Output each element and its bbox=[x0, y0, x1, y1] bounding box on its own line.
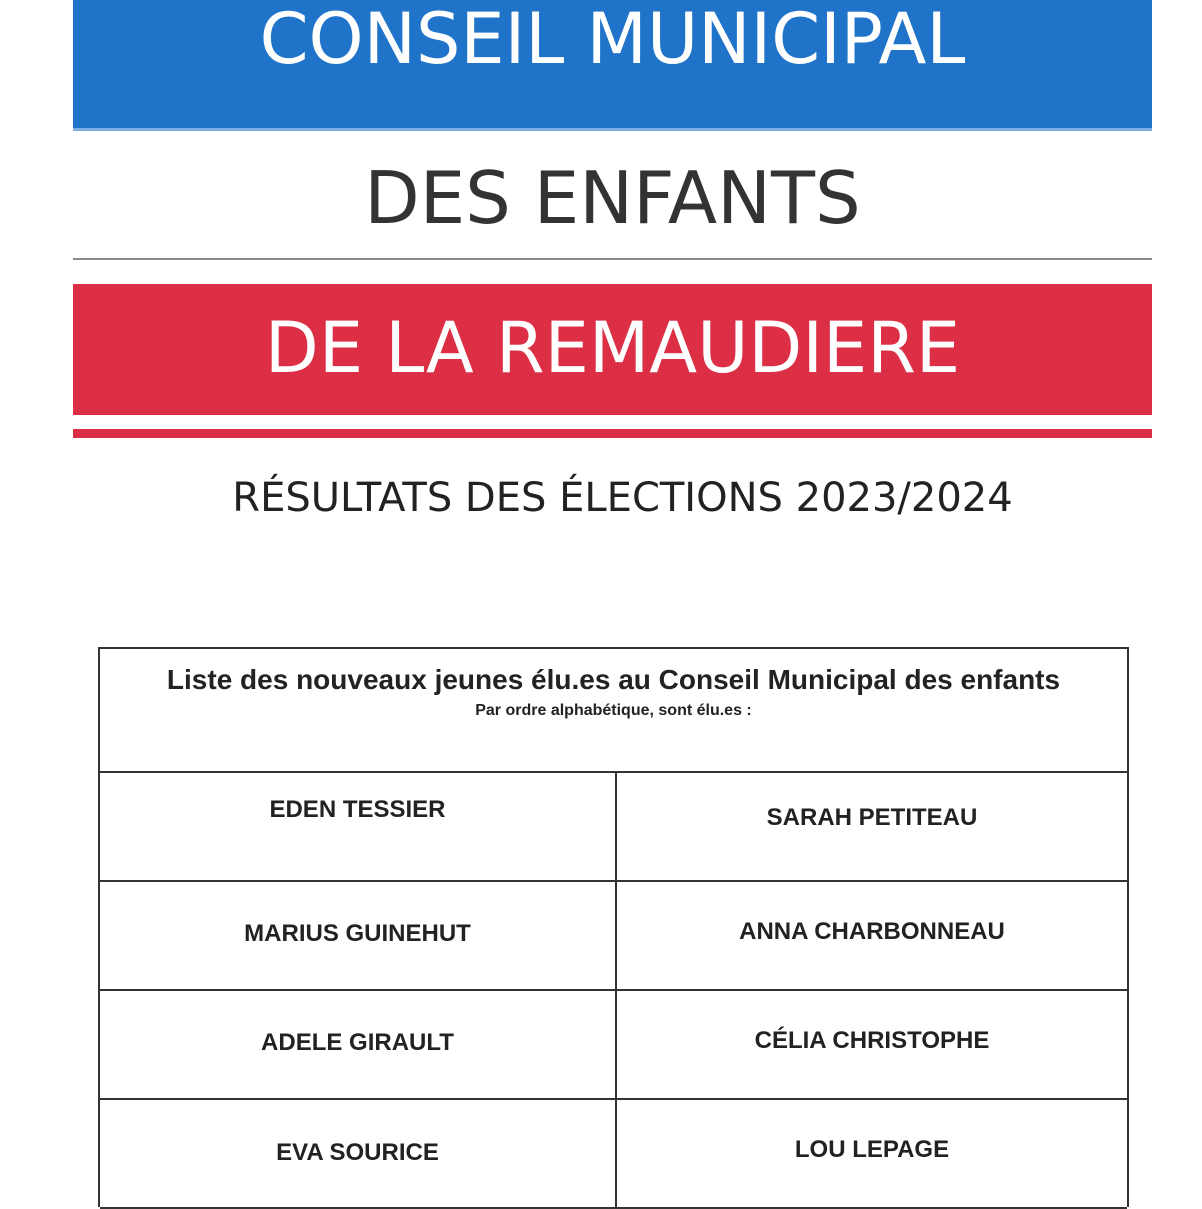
table-cell bbox=[100, 1100, 617, 1209]
table-cell bbox=[617, 1100, 1127, 1209]
election-results-title: RÉSULTATS DES ÉLECTIONS 2023/2024 bbox=[232, 475, 1013, 521]
names-grid bbox=[100, 773, 1127, 1209]
table-cell bbox=[100, 773, 617, 882]
table-heading: Liste des nouveaux jeunes élu.es au Conseil Municipal des enfants bbox=[166, 664, 1061, 695]
elected-name: MARIUS GUINEHUT bbox=[244, 919, 471, 947]
table-cell bbox=[617, 991, 1127, 1100]
header-title-line2: DES ENFANTS bbox=[364, 156, 861, 240]
table-note: Par ordre alphabétique, sont élu.es : bbox=[475, 702, 752, 719]
table-cell bbox=[100, 882, 617, 991]
elected-name: EVA SOURICE bbox=[276, 1138, 439, 1166]
header-band-red bbox=[73, 284, 1152, 415]
header-band-blue bbox=[73, 0, 1152, 131]
elected-name: ADELE GIRAULT bbox=[261, 1028, 454, 1056]
header-title-line1: CONSEIL MUNICIPAL bbox=[259, 0, 966, 80]
table-header bbox=[100, 649, 1127, 773]
elected-name: LOU LEPAGE bbox=[794, 1135, 950, 1163]
elected-name: EDEN TESSIER bbox=[269, 795, 446, 823]
divider bbox=[73, 258, 1152, 260]
elected-name: SARAH PETITEAU bbox=[766, 803, 978, 831]
table-cell bbox=[100, 991, 617, 1100]
elected-name: ANNA CHARBONNEAU bbox=[739, 917, 1005, 945]
elected-list-table bbox=[98, 647, 1129, 1207]
table-cell bbox=[617, 882, 1127, 991]
header-title-line3: DE LA REMAUDIERE bbox=[264, 306, 961, 389]
elected-name: CÉLIA CHRISTOPHE bbox=[754, 1026, 990, 1054]
table-cell bbox=[617, 773, 1127, 882]
divider-red bbox=[73, 429, 1152, 438]
